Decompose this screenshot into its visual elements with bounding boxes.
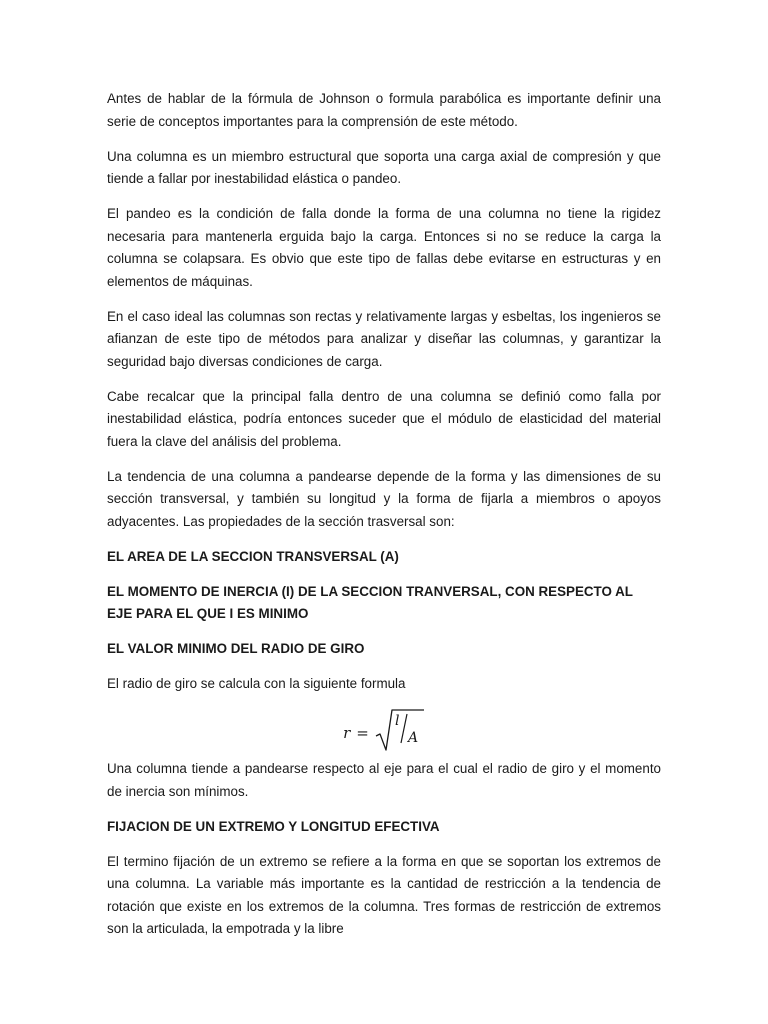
heading-radius-of-gyration: EL VALOR MINIMO DEL RADIO DE GIRO	[107, 641, 365, 656]
paragraph-intro: Antes de hablar de la fórmula de Johnson o formula parabólica es importante definir una serie de conceptos importantes para la comprensión de este método.	[107, 91, 661, 129]
heading-moment-of-inertia: EL MOMENTO DE INERCIA (I) DE LA SECCION TRANVERSAL, CON RESPECTO AL EJE PARA EL QUE I ES MINIMO	[107, 583, 633, 621]
formula-sqrt	[375, 708, 425, 752]
paragraph-end-fixity: El termino fijación de un extremo se refiere a la forma en que se soportan los extremos de una columna. La variable más importante es la cantidad de restricción a la tendencia de rotación que existe en los extremos de la columna. Tres formas de restricción de extremos son la articulada, la empotrada y la libre	[107, 853, 661, 936]
paragraph-column-definition: Una columna es un miembro estructural que soporta una carga axial de compresión y que tiende a fallar por inestabilidad elástica o pandeo.	[107, 148, 661, 186]
formula-denominator: A	[407, 730, 418, 746]
document-page	[107, 88, 661, 953]
paragraph-ideal-case: En el caso ideal las columnas son rectas y relativamente largas y esbeltas, los ingenieros se afianzan de este tipo de métodos para analizar y diseñar las columnas, y garantizar la seguridad bajo diversas condiciones de carga.	[107, 308, 661, 369]
paragraph-section-properties: La tendencia de una columna a pandearse depende de la forma y las dimensiones de su sección transversal, y también su longitud y la forma de fijarla a miembros o apoyos adyacentes. Las propiedades de la sección trasversal son:	[107, 468, 661, 529]
formula-equals: =	[356, 724, 369, 742]
paragraph-buckling-axis: Una columna tiende a pandearse respecto al eje para el cual el radio de giro y el momento de inercia son mínimos.	[107, 761, 661, 799]
paragraph-elastic-instability: Cabe recalcar que la principal falla dentro de una columna se definió como falla por inestabilidad elástica, podría entonces suceder que el módulo de elasticidad del material fuera la clave del análisis del problema.	[107, 388, 661, 449]
formula-lhs: r	[343, 724, 351, 742]
fraction-slash	[401, 714, 407, 743]
formula-numerator: l	[394, 713, 400, 729]
heading-end-fixity: FIJACION DE UN EXTREMO Y LONGITUD EFECTIVA	[107, 818, 440, 834]
paragraph-buckling: El pandeo es la condición de falla donde la forma de una columna no tiene la rigidez necesaria para mantenerla erguida bajo la carga. Entonces si no se reduce la carga la columna se colapsara. Es obvio que este tipo de fallas debe evitarse en estructuras y en elementos de máquinas.	[107, 206, 661, 289]
radius-of-gyration-formula	[107, 708, 661, 754]
paragraph-radius-intro: El radio de giro se calcula con la siguiente formula	[107, 676, 406, 691]
heading-cross-section-area: EL AREA DE LA SECCION TRANSVERSAL (A)	[107, 548, 399, 564]
